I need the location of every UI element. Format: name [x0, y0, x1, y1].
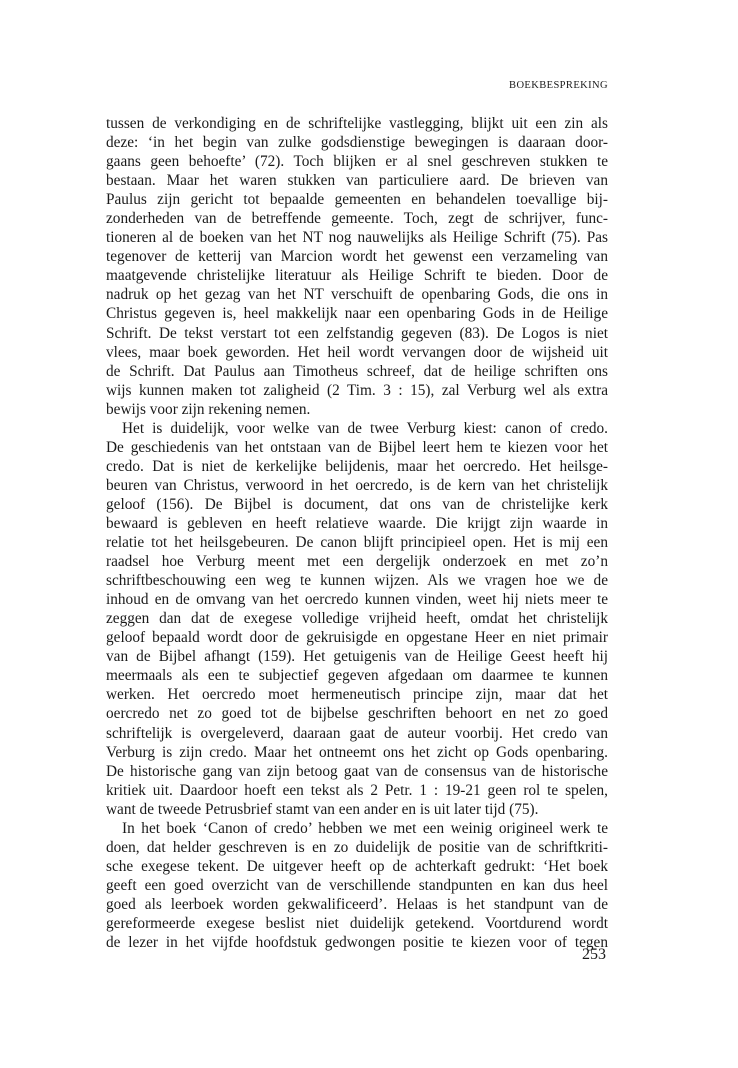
text-line: Het is duidelijk, voor welke van de twee Verburg kiest: canon of credo.	[122, 419, 608, 437]
text-line: credo. Dat is niet de kerkelijke belijdenis, maar het oercredo. Het heilsge-	[106, 457, 608, 475]
text-line: Christus gegeven is, heel makkelijk naar een openbaring Gods in de Heilige	[106, 305, 608, 323]
text-line: geloof (156). De Bijbel is document, dat ons van de christelijke kerk	[106, 495, 608, 513]
text-line: schriftelijk is overgeleverd, daaraan gaat de auteur voorbij. Het credo van	[106, 724, 608, 742]
text-line: van de Bijbel afhangt (159). Het getuigenis van de Heilige Geest heeft hij	[106, 648, 608, 666]
text-line: tioneren al de boeken van het NT nog nauwelijks als Heilige Schrift (75). Pas	[106, 229, 608, 247]
text-line: kritiek uit. Daardoor hoeft een tekst als 2 Petr. 1 : 19-21 geen rol te spelen,	[106, 781, 608, 799]
text-line: schriftbeschouwing een weg te kunnen wijzen. Als we vragen hoe we de	[106, 572, 608, 590]
text-line: vlees, maar boek geworden. Het heil wordt vervangen door de wijsheid uit	[106, 343, 608, 361]
text-line: De historische gang van zijn betoog gaat van de consensus van de historische	[106, 762, 608, 780]
text-line: want de tweede Petrusbrief stamt van een ander en is uit later tijd (75).	[106, 800, 539, 818]
text-line: nadruk op het gezag van het NT verschuift de openbaring Gods, die ons in	[106, 286, 608, 304]
text-line: bewaard is gebleven en heeft relatieve waarde. Die krijgt zijn waarde in	[106, 514, 608, 532]
paragraph	[106, 114, 608, 419]
text-line: wijs kunnen maken tot zaligheid (2 Tim. 3 : 15), zal Verburg wel als extra	[106, 381, 608, 399]
body-text	[106, 114, 608, 952]
text-line: beuren van Christus, verwoord in het oercredo, is de kern van het christelijk	[106, 476, 608, 494]
text-line: relatie tot het heilsgebeuren. De canon blijft principieel open. Het is mij een	[106, 534, 608, 552]
text-line: inhoud en de omvang van het oercredo kunnen vinden, weet hij niets meer te	[106, 591, 608, 609]
text-line: bestaan. Maar het waren stukken van particuliere aard. De brieven van	[106, 172, 608, 190]
text-line: geloof bepaald wordt door de gekruisigde en opgestane Heer en niet primair	[106, 629, 608, 647]
text-line: meermaals als een te subjectief gegeven afgedaan om daarmee te kunnen	[106, 667, 608, 685]
text-line: de lezer in het vijfde hoofdstuk gedwongen positie te kiezen voor of tegen	[106, 934, 608, 952]
text-line: sche exegese tekent. De uitgever heeft op de achterkaft gedrukt: ‘Het boek	[106, 857, 608, 875]
text-line: oercredo net zo goed tot de bijbelse geschriften behoort en net zo goed	[106, 705, 608, 723]
text-line: de Schrift. Dat Paulus aan Timotheus schreef, dat de heilige schriften ons	[106, 362, 608, 380]
text-line: De geschiedenis van het ontstaan van de Bijbel leert hem te kiezen voor het	[106, 438, 608, 456]
text-line: Paulus zijn gericht tot bepaalde gemeenten en behandelen toevallige bij-	[106, 191, 608, 209]
page-number: 253	[582, 946, 606, 963]
text-line: doen, dat helder geschreven is en zo duidelijk de positie van de schriftkriti-	[106, 838, 608, 856]
paragraph	[106, 419, 608, 819]
text-line: gaans geen behoefte’ (72). Toch blijken er al snel geschreven stukken te	[106, 153, 608, 171]
text-line: maatgevende christelijke literatuur als Heilige Schrift te bieden. Door de	[106, 267, 608, 285]
paragraph	[106, 819, 608, 952]
text-line: geeft een goed overzicht van de verschillende standpunten en kan dus heel	[106, 876, 608, 894]
text-line: gereformeerde exegese beslist niet duidelijk getekend. Voortdurend wordt	[106, 914, 608, 932]
text-line: goed als leerboek worden gekwalificeerd’. Helaas is het standpunt van de	[106, 895, 608, 913]
text-line: Schrift. De tekst verstart tot een zelfstandig gegeven (83). De Logos is niet	[106, 324, 608, 342]
text-line: zonderheden van de betreffende gemeente. Toch, zegt de schrijver, func-	[106, 210, 608, 228]
text-line: tussen de verkondiging en de schriftelijke vastlegging, blijkt uit een zin als	[106, 115, 608, 132]
text-line: werken. Het oercredo moet hermeneutisch principe zijn, maar dat het	[106, 686, 608, 704]
text-line: raadsel hoe Verburg meent met een dergelijk onderzoek en met zo’n	[106, 553, 608, 571]
text-line: tegenover de ketterij van Marcion wordt het gewenst een verzameling van	[106, 248, 608, 266]
text-line: Verburg is zijn credo. Maar het ontneemt ons het zicht op Gods openbaring.	[106, 743, 608, 761]
text-line: bewijs voor zijn rekening nemen.	[106, 400, 311, 418]
running-head: BOEKBESPREKING	[509, 80, 608, 91]
text-line: deze: ‘in het begin van zulke godsdienstige bewegingen is daaraan door-	[106, 134, 608, 152]
text-line: In het boek ‘Canon of credo’ hebben we met een weinig origineel werk te	[122, 819, 608, 837]
text-line: zeggen dan dat de exegese volledige vrijheid heeft, omdat het christelijk	[106, 610, 608, 628]
